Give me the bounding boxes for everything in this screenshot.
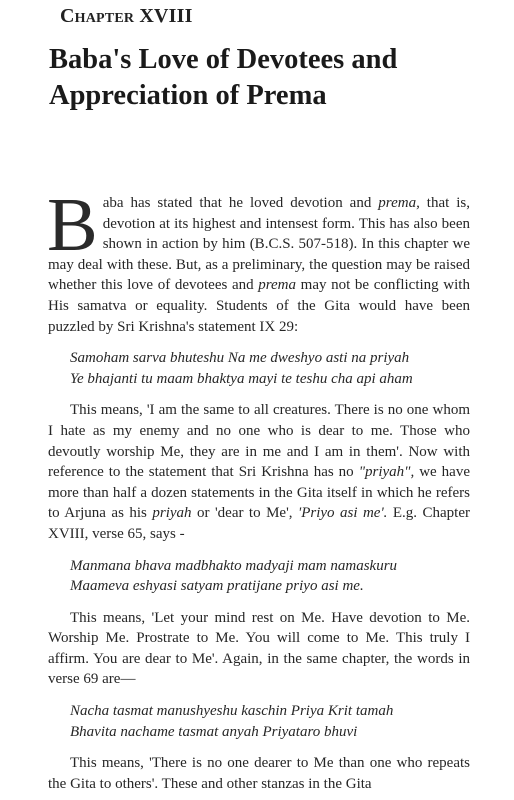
verse-1-line-2: Ye bhajanti tu maam bhaktya mayi te teshu cha api aham [70,370,413,387]
drop-cap: B [47,183,98,267]
chapter-title [49,42,489,114]
paragraph-2-text-d: E.g. Chapter XVIII, verse 65, says - [48,505,470,542]
paragraph-1-emphasis-prema-2: prema [258,277,297,294]
paragraph-1-text-c: may not be conflicting with His samatva or equality. Students of the Gita would have been puzzled by Sri Krishna's statement IX 29: [48,277,470,335]
paragraph-2 [48,400,470,544]
paragraph-1 [47,183,470,337]
chapter-title-line-2: Appreciation of Prema [49,80,327,111]
paragraph-1-text-b: that is, devotion at its highest and intensest form. This has also been shown in action by him (B.C.S. 507-518). In this chapter we may deal with these. But, as a preliminary, the question may be raised whether this love of devotees and [48,195,470,294]
verse-3 [70,701,470,742]
verse-1 [70,348,470,389]
paragraph-1-emphasis-prema: prema, [378,195,420,211]
paragraph-1-text-a: aba has stated that he loved devotion and [102,195,379,211]
verse-2-line-2: Maameva eshyasi satyam pratijane priyo asi me. [70,578,364,595]
paragraph-2-text-c: or 'dear to Me', [191,505,298,522]
paragraph-2-text-a: This means, 'I am the same to all creatures. There is no one whom I hate as my enemy and no one who is dear to me. Those who devoutly worship Me, they are in me and I am in them'. Now with reference to the statement that Sri Krishna has no [48,402,470,481]
paragraph-3: This means, 'Let your mind rest on Me. Have devotion to Me. Worship Me. Prostrate to Me. You will come to Me. This truly I affirm. You are dear to Me'. Again, in the same chapter, the words in verse 69 are— [48,609,470,688]
verse-2 [70,556,470,597]
paragraph-4: This means, 'There is no one dearer to Me than one who repeats the Gita to others'. These and other stanzas in the Gita [48,755,470,792]
chapter-label: Chapter XVIII [60,5,193,27]
paragraph-2-emphasis-priyah: priyah [152,505,192,522]
verse-1-line-1: Samoham sarva bhuteshu Na me dweshyo asti na priyah [70,350,410,367]
verse-3-line-2: Bhavita nachame tasmat anyah Priyataro bhuvi [70,723,358,740]
verse-2-line-1: Manmana bhava madbhakto madyaji mam namaskuru [70,557,398,574]
verse-3-line-1: Nacha tasmat manushyeshu kaschin Priya Krit tamah [70,703,394,720]
chapter-title-line-1: Baba's Love of Devotees and [49,44,398,75]
paragraph-2-text-b: we have more than half a dozen statements in the Gita itself in which he refers to Arjuna as his [48,464,470,522]
paragraph-2-emphasis-priyah-quoted: "priyah", [358,464,415,481]
paragraph-2-emphasis-priyo-asi-me: 'Priyo asi me'. [297,505,388,522]
body-text [47,183,470,794]
